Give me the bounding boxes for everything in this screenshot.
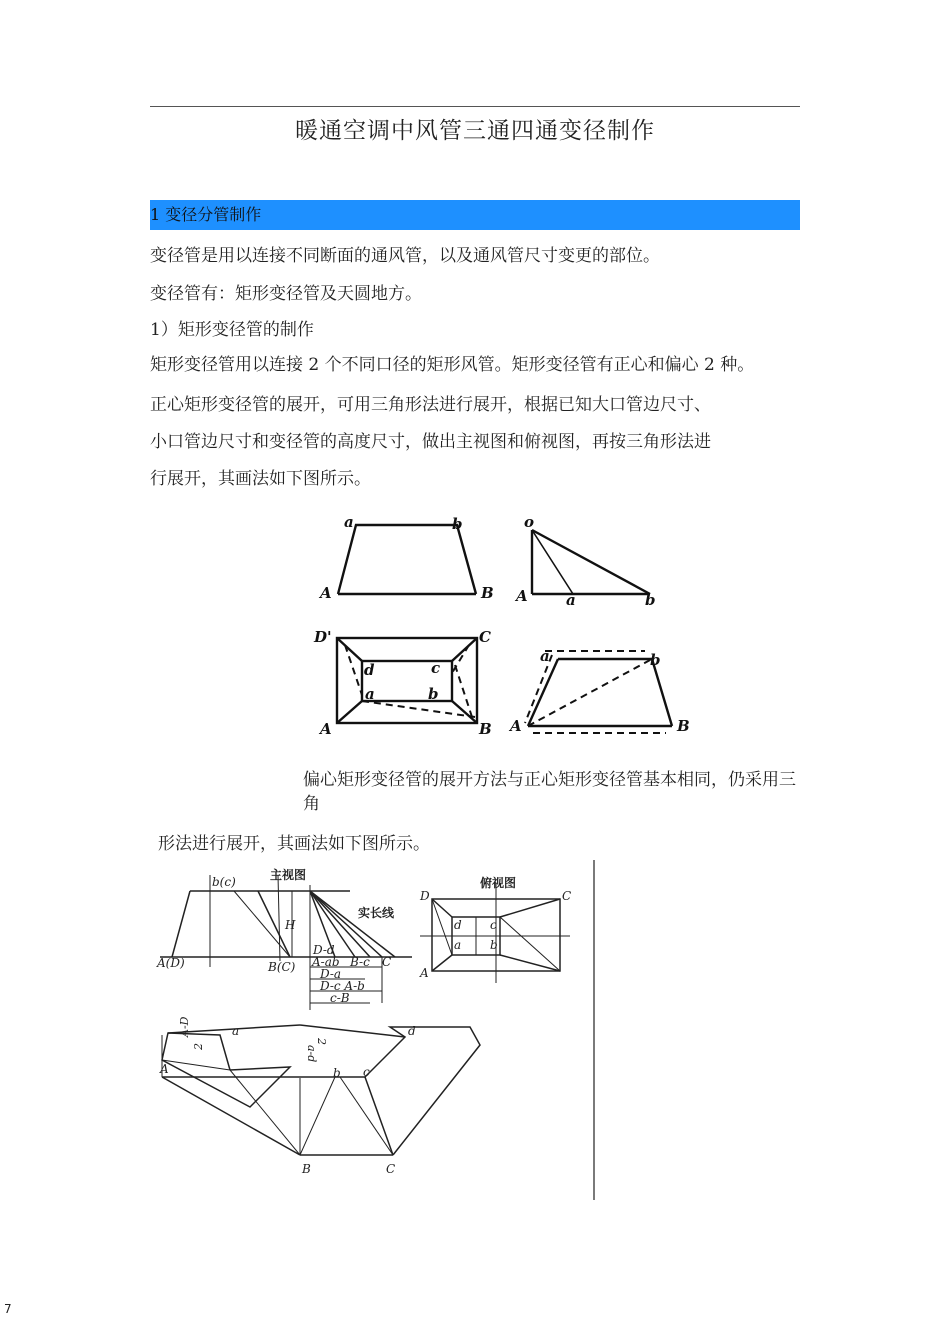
label-dev-A: A xyxy=(160,1062,169,1076)
paragraph-5: 正心矩形变径管的展开，可用三角形法进行展开，根据已知大口管边尺寸、 xyxy=(150,395,711,415)
label-A-tri: A xyxy=(516,587,528,605)
label-o-tri: o xyxy=(524,513,535,531)
label-a-dev: a xyxy=(540,647,550,665)
label-a-tri: a xyxy=(566,591,576,609)
label-half-ad-2: 2 xyxy=(315,1038,328,1045)
label-top-d: d xyxy=(454,918,462,932)
label-H: H xyxy=(285,918,296,932)
label-DcAb: D-c A-b xyxy=(320,979,365,993)
label-half-ad: a-d xyxy=(305,1045,318,1063)
label-C-plan: C xyxy=(479,628,491,646)
label-Aab: A-ab xyxy=(312,955,340,969)
label-dev-B: B xyxy=(302,1162,311,1176)
label-half-AD-2: 2 xyxy=(192,1043,205,1050)
label-dev-C: C xyxy=(386,1162,396,1176)
label-Dd: D-d xyxy=(313,943,335,957)
page-number: 7 xyxy=(4,1302,12,1316)
header-rule xyxy=(150,106,800,107)
label-A-plan: A xyxy=(320,720,332,738)
label-A-front: A xyxy=(320,584,332,602)
label-B-dev: B xyxy=(677,717,690,735)
label-B-plan: B xyxy=(479,720,492,738)
figure-concentric-reducer xyxy=(300,505,720,755)
label-b-front: b xyxy=(452,515,463,533)
paragraph-1: 变径管是用以连接不同断面的通风管，以及通风管尺寸变更的部位。 xyxy=(150,246,660,266)
label-b-dev: b xyxy=(650,651,661,669)
label-main-view: 主视图 xyxy=(270,868,307,882)
label-dev-c: c xyxy=(363,1065,370,1079)
section-heading: 1 变径分管制作 xyxy=(150,200,800,230)
paragraph-2: 变径管有：矩形变径管及天圆地方。 xyxy=(150,284,422,304)
label-BC: B(C) xyxy=(268,960,296,974)
label-top-D: D xyxy=(420,889,430,903)
cut-off-text: 形法进行展开，其画法如下图所示。 xyxy=(158,834,430,854)
label-top-C: C xyxy=(562,889,572,903)
caption-text: 偏心矩形变径管的展开方法与正心矩形变径管基本相同，仍采用三角 xyxy=(303,770,796,814)
label-top-view: 俯视图 xyxy=(480,876,517,890)
label-b-tri: b xyxy=(645,591,656,609)
paragraph-7: 行展开，其画法如下图所示。 xyxy=(150,469,371,489)
figure-eccentric-reducer xyxy=(150,855,610,1205)
label-b-plan: b xyxy=(428,685,439,703)
label-top-A: A xyxy=(420,966,429,980)
label-cB: c-B xyxy=(330,991,350,1005)
label-true-length: 实长线 xyxy=(358,906,395,920)
label-dev-d: d xyxy=(408,1024,416,1038)
label-D-plan: D' xyxy=(314,628,332,646)
label-top-c: c xyxy=(490,918,497,932)
paragraph-6: 小口管边尺寸和变径管的高度尺寸，做出主视图和俯视图，再按三角形法进 xyxy=(150,432,711,452)
paragraph-3: 1）矩形变径管的制作 xyxy=(150,320,314,340)
label-half-AD: A-D xyxy=(178,1016,191,1037)
label-AD: A(D) xyxy=(157,956,185,970)
label-C-fan: C xyxy=(382,955,392,969)
label-a-plan: a xyxy=(365,685,375,703)
label-bc: b(c) xyxy=(212,875,236,889)
label-d-plan: d xyxy=(364,661,375,679)
label-B-front: B xyxy=(481,584,494,602)
page-title: 暖通空调中风管三通四通变径制作 xyxy=(295,118,655,144)
label-c-plan: c xyxy=(431,659,441,677)
label-dev-a: a xyxy=(232,1024,240,1038)
label-Da: D-a xyxy=(320,967,342,981)
label-A-dev: A xyxy=(510,717,522,735)
label-top-a: a xyxy=(454,938,462,952)
label-a-front: a xyxy=(344,513,354,531)
label-top-b: b xyxy=(490,938,498,952)
label-Bc: B-c xyxy=(350,955,370,969)
label-dev-b: b xyxy=(333,1066,341,1080)
paragraph-4: 矩形变径管用以连接 2 个不同口径的矩形风管。矩形变径管有正心和偏心 2 种。 xyxy=(150,355,755,375)
